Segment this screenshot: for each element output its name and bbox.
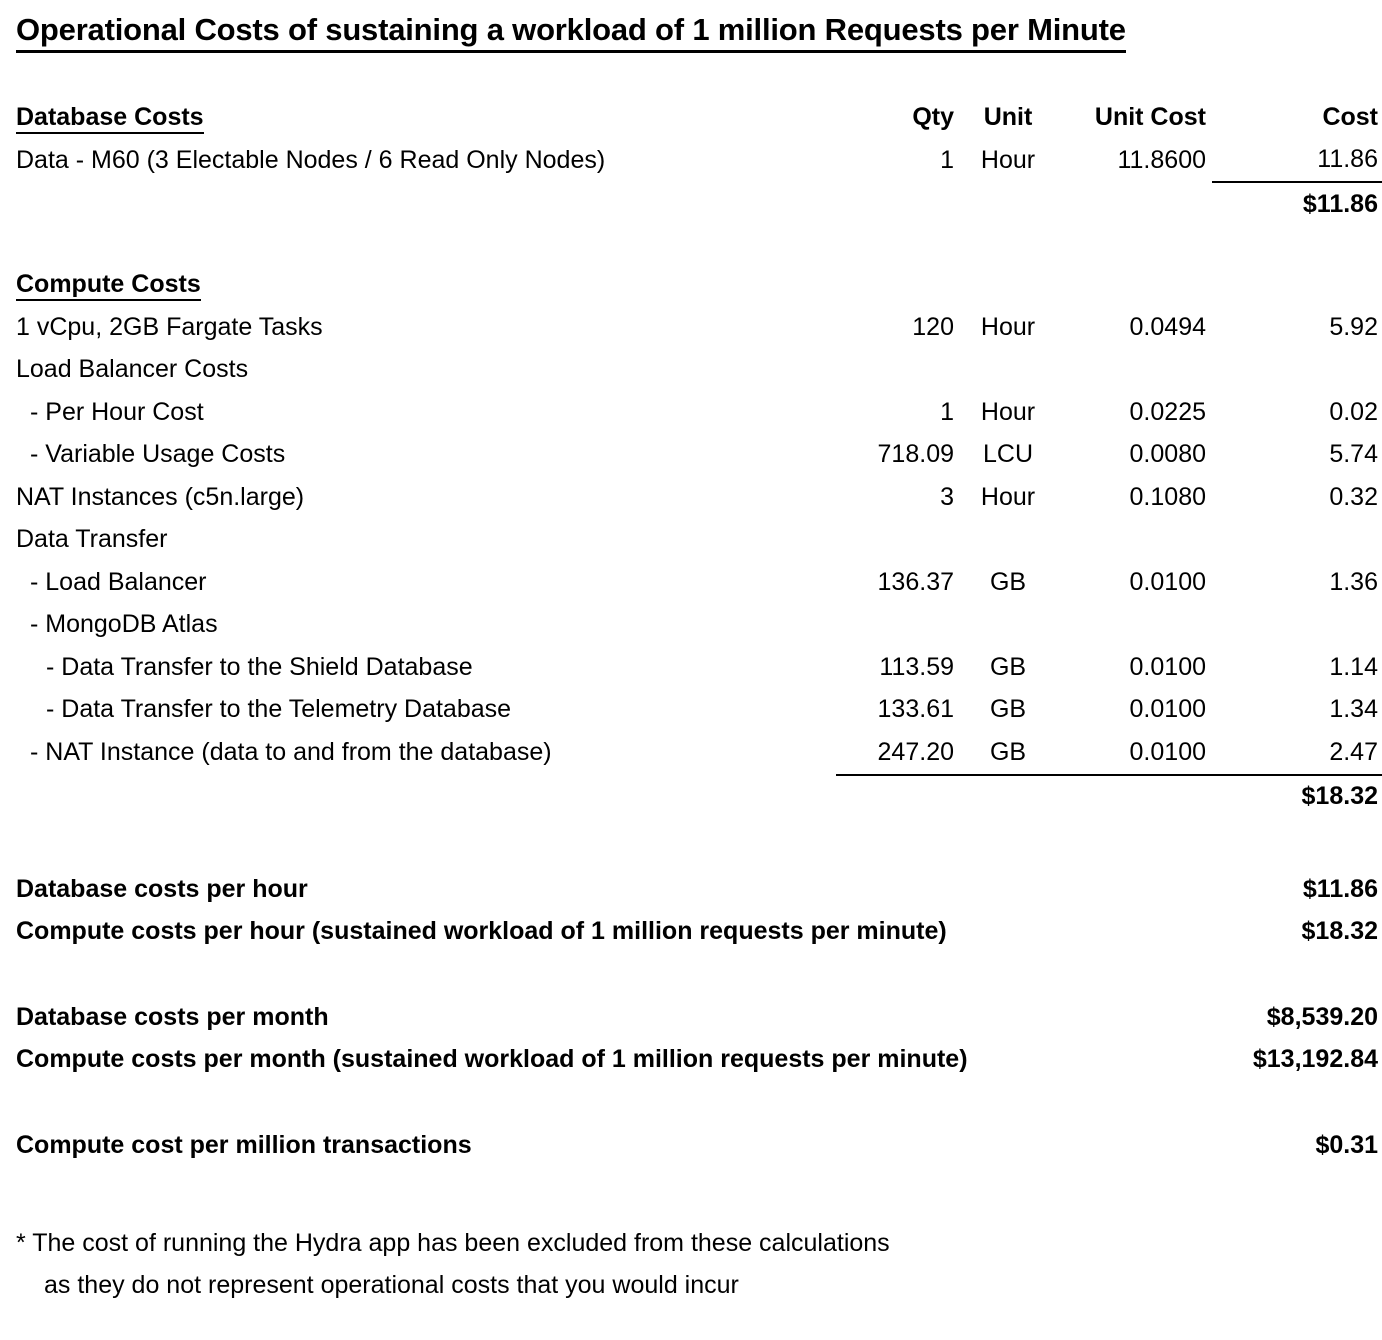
spacer-cell: [836, 182, 960, 226]
spacer-cell: [1056, 775, 1212, 819]
table-header-row: [0, 96, 1382, 139]
summary-label: Database costs per month: [16, 1002, 329, 1031]
row-unit-cost: 0.0100: [1129, 652, 1206, 681]
section-heading-database-label: Database Costs: [16, 103, 204, 134]
table-row: [0, 561, 1382, 604]
summary-label: Compute costs per month (sustained workload of 1 million requests per minute): [16, 1045, 968, 1074]
section-total-database: $11.86: [1212, 182, 1382, 226]
cost-breakdown-table: [0, 96, 1382, 818]
summary-label: Database costs per hour: [16, 874, 308, 903]
spacer-cell: [960, 182, 1056, 226]
row-label: - Data Transfer to the Telemetry Database: [46, 695, 512, 724]
table-row: [0, 391, 1382, 434]
row-cost: 0.32: [1329, 482, 1378, 511]
section-heading-compute-label: Compute Costs: [16, 270, 201, 301]
spacer-cell: [960, 264, 1056, 307]
table-row: [0, 306, 1382, 349]
row-qty: 113.59: [879, 652, 954, 681]
row-qty: 120: [912, 312, 954, 341]
row-qty: 1: [940, 145, 954, 174]
footnote-line-2: as they do not represent operational costs that you would incur: [44, 1271, 739, 1299]
row-qty: 1: [940, 397, 954, 426]
spacer-cell: [836, 775, 960, 819]
section-heading-database: [0, 96, 836, 139]
row-cost: 5.92: [1329, 312, 1378, 341]
section-heading-row-compute: [0, 264, 1382, 307]
row-unit: GB: [989, 695, 1027, 724]
section-total-row-compute: [0, 775, 1382, 819]
row-unit-cost: 0.0100: [1129, 567, 1206, 596]
spacer-cell: [0, 775, 836, 819]
summary-label: Compute costs per hour (sustained workload of 1 million requests per minute): [16, 917, 947, 946]
summary-row-database-monthly: [0, 996, 1382, 1039]
table-row: [0, 476, 1382, 519]
row-qty: 3: [940, 482, 954, 511]
spacer-cell: [0, 226, 1382, 264]
row-unit: GB: [989, 652, 1027, 681]
row-unit: Hour: [980, 482, 1036, 511]
spacer-cell: [1056, 264, 1212, 307]
row-qty: [836, 519, 960, 562]
row-cost: 5.74: [1329, 440, 1378, 469]
summary-row-compute-monthly: [0, 1039, 1382, 1082]
row-unit-cost: 0.1080: [1129, 482, 1206, 511]
row-qty: 247.20: [877, 737, 954, 766]
section-heading-compute: [0, 264, 836, 307]
summary-row-compute-per-million: [0, 1124, 1382, 1167]
table-row: [0, 434, 1382, 477]
page-title: Operational Costs of sustaining a workload of 1 million Requests per Minute: [16, 12, 1126, 53]
row-unit-cost: 11.8600: [1117, 145, 1206, 174]
summary-table: [0, 868, 1382, 1167]
row-cost: 0.02: [1329, 397, 1378, 426]
row-unit-cost: 0.0494: [1129, 312, 1206, 341]
row-label: 1 vCpu, 2GB Fargate Tasks: [16, 312, 323, 341]
row-label: NAT Instances (c5n.large): [16, 482, 305, 511]
footnote-line-1: * The cost of running the Hydra app has been excluded from these calculations: [16, 1229, 890, 1257]
summary-spacer: [0, 1081, 1382, 1124]
table-row: [0, 139, 1382, 183]
spacer-cell: [0, 953, 1382, 996]
column-header-unit: Unit: [983, 102, 1033, 131]
row-unit: LCU: [982, 440, 1033, 469]
row-qty: 718.09: [877, 440, 954, 469]
row-unit: Hour: [980, 145, 1036, 174]
spacer-cell: [0, 1081, 1382, 1124]
row-unit-cost: 0.0100: [1129, 737, 1206, 766]
row-unit: Hour: [980, 397, 1036, 426]
row-unit: [960, 519, 1056, 562]
column-header-unit-cost: Unit Cost: [1094, 102, 1206, 131]
row-cost: [1212, 604, 1382, 647]
section-spacer: [0, 226, 1382, 264]
row-unit: [960, 604, 1056, 647]
row-unit-cost: [1056, 604, 1212, 647]
row-label: - MongoDB Atlas: [30, 610, 218, 639]
row-unit-cost: 0.0225: [1129, 397, 1206, 426]
row-qty: 133.61: [877, 695, 954, 724]
row-unit-cost: 0.0080: [1129, 440, 1206, 469]
row-label: - Data Transfer to the Shield Database: [46, 652, 473, 681]
row-cost: 11.86: [1317, 145, 1378, 174]
row-cost: 1.36: [1329, 567, 1378, 596]
summary-value: $8,539.20: [1266, 1002, 1378, 1031]
row-label: Load Balancer Costs: [16, 355, 249, 384]
row-label: - NAT Instance (data to and from the database): [30, 738, 552, 767]
row-cost: 2.47: [1329, 737, 1378, 766]
table-row: [0, 604, 1382, 647]
column-header-cost: Cost: [1322, 102, 1378, 131]
section-total-compute: $18.32: [1212, 775, 1382, 819]
table-row: [0, 519, 1382, 562]
row-label: - Load Balancer: [30, 567, 207, 596]
row-cost: 1.14: [1329, 652, 1378, 681]
row-unit: GB: [989, 737, 1027, 766]
summary-value: $0.31: [1315, 1130, 1378, 1159]
table-row: [0, 731, 1382, 775]
row-cost: [1212, 519, 1382, 562]
row-qty: [836, 349, 960, 392]
footnote: [16, 1222, 890, 1306]
column-header-qty: Qty: [912, 102, 954, 131]
table-row: [0, 646, 1382, 689]
row-qty: 136.37: [877, 567, 954, 596]
summary-value: $11.86: [1302, 874, 1378, 903]
row-qty: [836, 604, 960, 647]
spacer-cell: [836, 264, 960, 307]
section-total-row-database: [0, 182, 1382, 226]
summary-row-database-hourly: [0, 868, 1382, 911]
row-label: Data Transfer: [16, 525, 168, 554]
row-label: - Variable Usage Costs: [30, 440, 286, 469]
row-label: - Per Hour Cost: [30, 397, 204, 426]
row-unit: Hour: [980, 312, 1036, 341]
row-label: Data - M60 (3 Electable Nodes / 6 Read Only Nodes): [16, 145, 606, 174]
row-cost: [1212, 349, 1382, 392]
summary-spacer: [0, 953, 1382, 996]
summary-row-compute-hourly: [0, 911, 1382, 954]
table-row: [0, 689, 1382, 732]
summary-value: $13,192.84: [1252, 1045, 1378, 1074]
spacer-cell: [1056, 182, 1212, 226]
row-unit: GB: [989, 567, 1027, 596]
row-unit-cost: [1056, 349, 1212, 392]
summary-value: $18.32: [1301, 917, 1378, 946]
row-unit-cost: 0.0100: [1129, 695, 1206, 724]
row-cost: 1.34: [1329, 695, 1378, 724]
spacer-cell: [1212, 264, 1382, 307]
row-unit: [960, 349, 1056, 392]
spacer-cell: [0, 182, 836, 226]
row-unit-cost: [1056, 519, 1212, 562]
summary-label: Compute cost per million transactions: [16, 1130, 472, 1159]
spacer-cell: [960, 775, 1056, 819]
table-row: [0, 349, 1382, 392]
